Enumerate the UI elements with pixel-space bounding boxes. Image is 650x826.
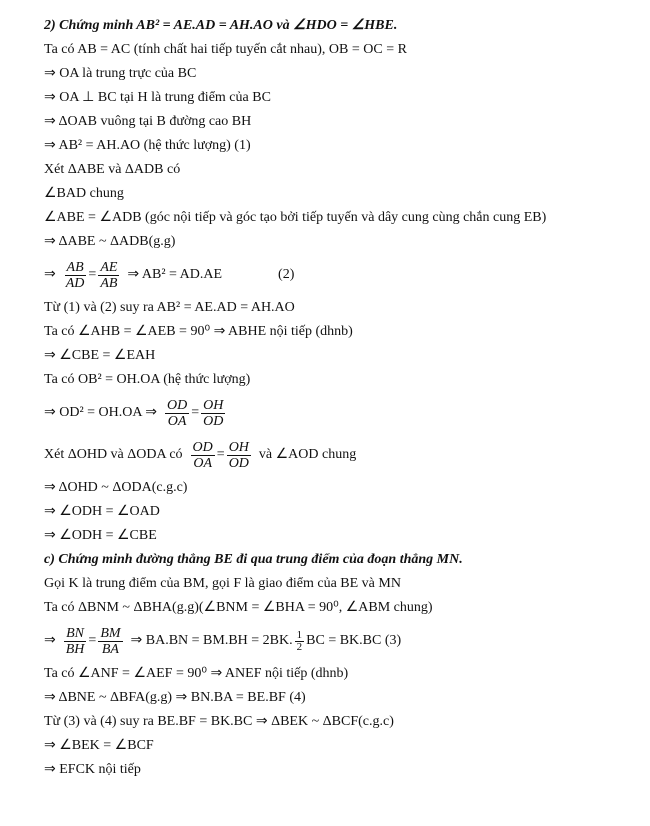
text-line: ⇒ EFCK nội tiếp bbox=[44, 762, 141, 777]
fraction: $\frac{OD}{OA}$ bbox=[192, 439, 213, 471]
fraction-line: ⇒ $\frac{AB}{AD}$ = $\frac{AE}{AB}$ ⇒ AB² = AD.AE (2) bbox=[44, 254, 630, 296]
section-heading-c: c) Chứng minh đường thẳng BE đi qua trung điểm của đoạn thẳng MN. bbox=[44, 552, 463, 567]
text-line: ⇒ ΔOAB vuông tại B đường cao BH bbox=[44, 114, 252, 129]
text-line: ⇒ ∠ODH = ∠OAD bbox=[44, 504, 160, 519]
text-line: Ta có ΔBNM ~ ΔBHA(g.g)(∠BNM = ∠BHA = 90⁰, ∠ABM chung) bbox=[44, 600, 433, 615]
fraction: $\frac{OH}{OD}$ bbox=[203, 397, 224, 429]
text-line: Xét ΔABE và ΔADB có bbox=[44, 162, 181, 177]
text-line: ⇒ OA ⊥ BC tại H là trung điểm của BC bbox=[44, 90, 271, 105]
text-line: ⇒ OA là trung trực của BC bbox=[44, 66, 197, 81]
equation-tag: (2) bbox=[278, 267, 295, 282]
text-line: Ta có AB = AC (tính chất hai tiếp tuyến cắt nhau), OB = OC = R bbox=[44, 42, 407, 57]
fraction: $\frac{OH}{OD}$ bbox=[228, 439, 249, 471]
fraction: $\frac{BM}{BA}$ bbox=[100, 625, 121, 657]
text-line: ∠ABE = ∠ADB (góc nội tiếp và góc tạo bởi tiếp tuyến và dây cung cùng chắn cung EB) bbox=[44, 210, 547, 225]
fraction: $\frac{AB}{AD}$ bbox=[65, 259, 85, 291]
fraction-line: ⇒ OD² = OH.OA ⇒ $\frac{OD}{OA}$ = $\frac{OH}{OD}$ bbox=[44, 397, 224, 429]
text-line: Gọi K là trung điểm của BM, gọi F là giao điểm của BE và MN bbox=[44, 576, 401, 591]
text-line: ⇒ ΔOHD ~ ΔODA(c.g.c) bbox=[44, 480, 188, 495]
text-line: Từ (1) và (2) suy ra AB² = AE.AD = AH.AO bbox=[44, 300, 295, 315]
fraction: $\frac{BN}{BH}$ bbox=[65, 625, 85, 657]
text-line: ⇒ ∠CBE = ∠EAH bbox=[44, 348, 156, 363]
text-line: Ta có OB² = OH.OA (hệ thức lượng) bbox=[44, 372, 251, 387]
text-line: ⇒ ∠BEK = ∠BCF bbox=[44, 738, 154, 753]
fraction: $\frac{OD}{OA}$ bbox=[166, 397, 188, 429]
implies-symbol: ⇒ bbox=[44, 267, 56, 282]
text-line: ⇒ ΔBNE ~ ΔBFA(g.g) ⇒ BN.BA = BE.BF (4) bbox=[44, 690, 306, 705]
text-line: Từ (3) và (4) suy ra BE.BF = BK.BC ⇒ ΔBEK ~ ΔBCF(c.g.c) bbox=[44, 714, 394, 729]
fraction-line: Xét ΔOHD và ΔODA có $\frac{OD}{OA}$ = $\frac{OH}{OD}$ và ∠AOD chung bbox=[44, 439, 357, 471]
text-line: ⇒ ΔABE ~ ΔADB(g.g) bbox=[44, 234, 176, 249]
fraction-line: ⇒ $\frac{BN}{BH}$ = $\frac{BM}{BA}$ ⇒ BA.BN = BM.BH = 2BK. $\frac{1}{2}$ BC = BK.BC (3) bbox=[44, 625, 402, 657]
text-line: ∠BAD chung bbox=[44, 186, 124, 201]
text-line: ⇒ AB² = AH.AO (hệ thức lượng) (1) bbox=[44, 138, 251, 153]
fraction: $\frac{AE}{AB}$ bbox=[100, 259, 118, 291]
text-line: Ta có ∠AHB = ∠AEB = 90⁰ ⇒ ABHE nội tiếp (dhnb) bbox=[44, 324, 353, 339]
fraction: $\frac{1}{2}$ bbox=[296, 628, 303, 653]
text-line: Ta có ∠ANF = ∠AEF = 90⁰ ⇒ ANEF nội tiếp (dhnb) bbox=[44, 666, 349, 681]
text-line: ⇒ ∠ODH = ∠CBE bbox=[44, 528, 157, 543]
section-heading-2: 2) Chứng minh AB² = AE.AD = AH.AO và ∠HDO = ∠HBE. bbox=[44, 18, 398, 33]
